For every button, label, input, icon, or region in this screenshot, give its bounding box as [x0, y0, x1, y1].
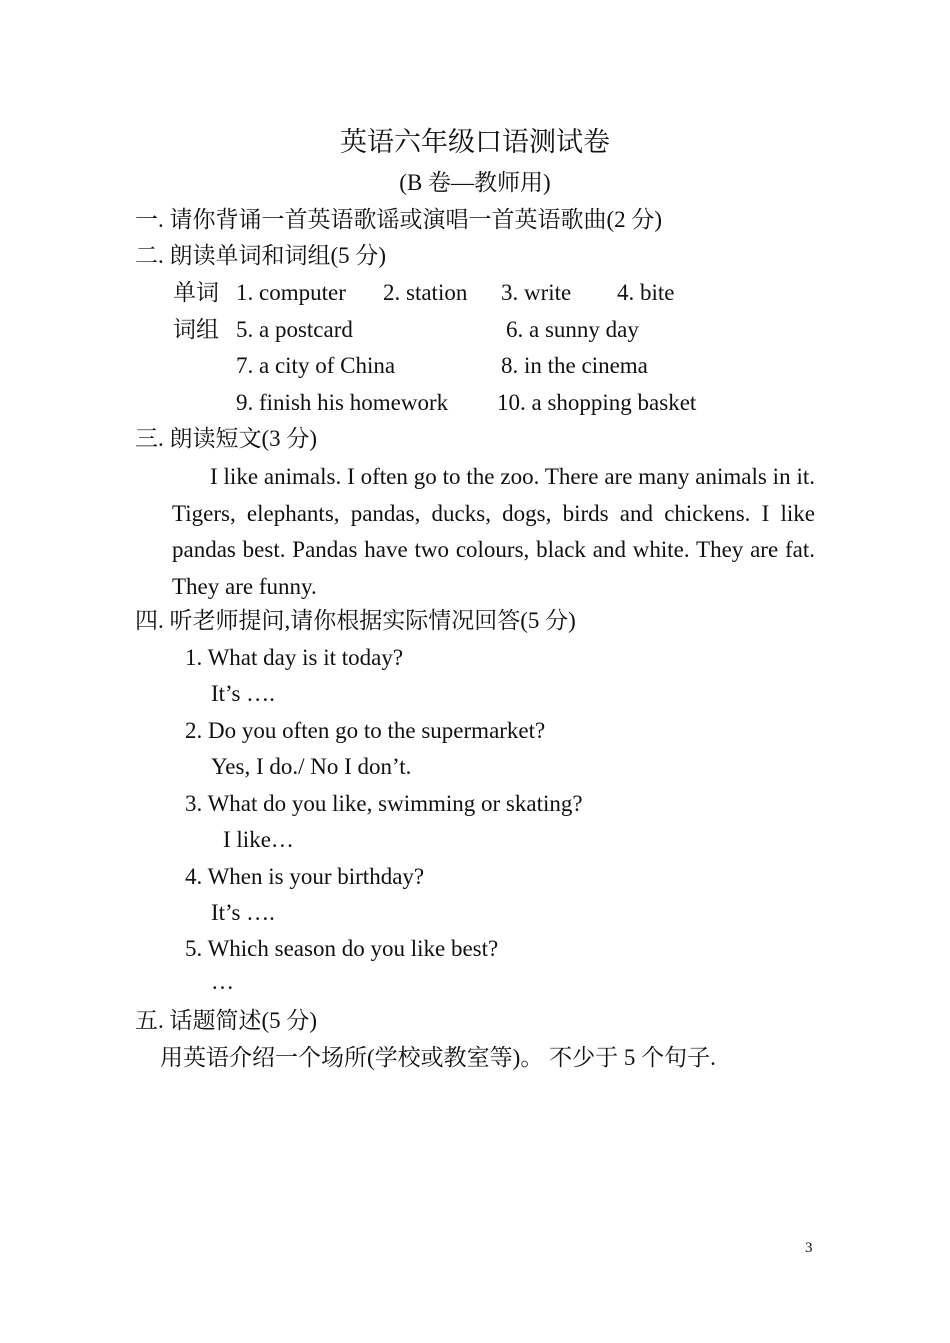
phrase-item: 6. a sunny day — [506, 317, 639, 342]
section-5-heading: 五. 话题简述(5 分) — [135, 1008, 318, 1033]
section-3-heading: 三. 朗读短文(3 分) — [135, 426, 318, 451]
phrase-item: 8. in the cinema — [501, 353, 648, 378]
phrase-item: 10. a shopping basket — [497, 390, 697, 415]
answer: Yes, I do./ No I don’t. — [211, 754, 412, 779]
section-1-heading: 一. 请你背诵一首英语歌谣或演唱一首英语歌曲(2 分) — [135, 207, 663, 232]
section-2-heading: 二. 朗读单词和词组(5 分) — [135, 243, 387, 268]
phrase-item: 9. finish his homework — [236, 390, 449, 415]
phrases-label: 词组 — [173, 317, 219, 342]
word-item: 2. station — [383, 280, 468, 305]
answer: It’s …. — [211, 900, 275, 925]
phrase-item: 5. a postcard — [236, 317, 353, 342]
phrase-item: 7. a city of China — [236, 353, 396, 378]
answer: It’s …. — [211, 681, 275, 706]
words-label: 单词 — [173, 280, 219, 305]
topic-prompt: 用英语介绍一个场所(学校或教室等)。 不少于 5 个句子. — [160, 1045, 716, 1070]
word-item: 4. bite — [617, 280, 675, 305]
page-number: 3 — [805, 1240, 813, 1256]
question: 5. Which season do you like best? — [185, 936, 499, 961]
word-item: 3. write — [501, 280, 572, 305]
page-title: 英语六年级口语测试卷 — [340, 127, 610, 157]
question: 2. Do you often go to the supermarket? — [185, 718, 546, 743]
reading-passage-text: I like animals. I often go to the zoo. There are many animals in it. Tigers, elephants, pandas, ducks, dogs, birds and chickens. I like pandas best. Pandas have two colours, black and white. They are fat. They are funny. — [172, 464, 815, 599]
answer: I like… — [223, 827, 294, 852]
section-4-heading: 四. 听老师提问,请你根据实际情况回答(5 分) — [135, 608, 576, 633]
reading-passage — [172, 459, 815, 605]
question: 3. What do you like, swimming or skating? — [185, 791, 583, 816]
question: 4. When is your birthday? — [185, 864, 425, 889]
question: 1. What day is it today? — [185, 645, 404, 670]
page-subtitle: (B 卷—教师用) — [399, 170, 551, 195]
word-item: 1. computer — [236, 280, 346, 305]
answer: … — [211, 969, 234, 994]
